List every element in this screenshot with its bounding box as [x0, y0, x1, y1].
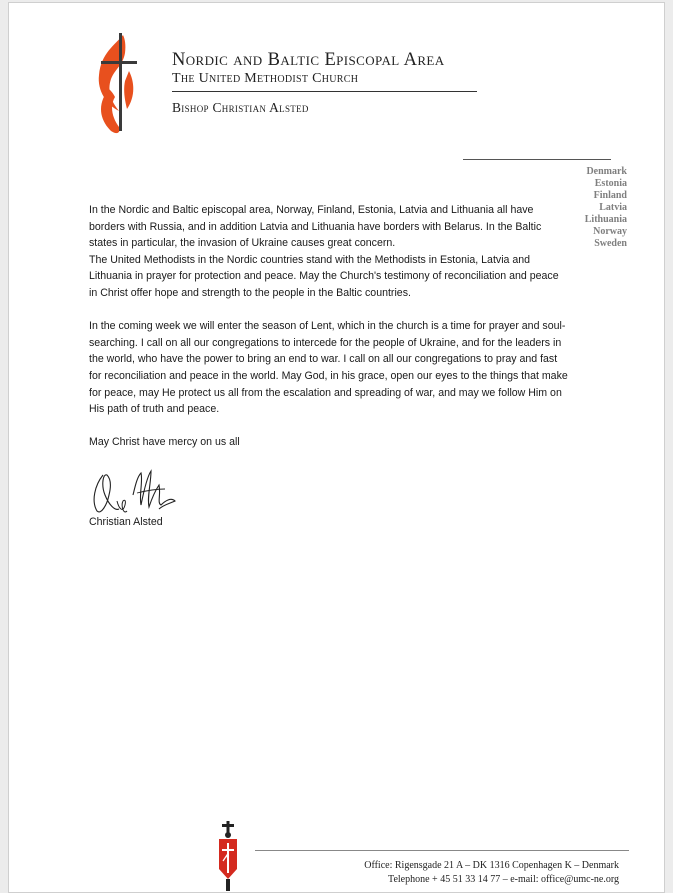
bishop-name: Bishop Christian Alsted: [172, 100, 309, 115]
paragraph-spacer: [89, 418, 569, 435]
country-item: Lithuania: [584, 214, 627, 225]
handwritten-signature: [89, 465, 183, 521]
paragraph-2: In the coming week we will enter the season of Lent, which in the church is a time for prayer and soul-searching. I call on all our congregations to intercede for the people of Ukraine, and for the leaders in the world, who have the power to bring an end to war. I call on all our congregations to pray and fast for reconciliation and peace in the world. May God, in his grace, open our eyes to the things that make for peace, may He protect us all from the escalation and spreading of war, and may we follow Him on His path of truth and peace.: [89, 320, 568, 416]
letter-body: [89, 202, 569, 451]
country-item: Latvia: [599, 202, 627, 213]
country-item: Denmark: [586, 166, 627, 177]
letter-page: [8, 2, 665, 893]
country-item: Estonia: [594, 178, 627, 189]
organization-subtitle: The United Methodist Church: [172, 71, 477, 92]
letterhead: [172, 49, 477, 116]
footer-address: [309, 859, 619, 887]
country-item: Norway: [593, 226, 627, 237]
organization-title: Nordic and Baltic Episcopal Area: [172, 50, 445, 70]
paragraph-spacer: [89, 302, 569, 319]
country-list-rule: [463, 159, 611, 160]
country-item: Sweden: [594, 238, 627, 249]
cross-and-flame-logo: [89, 31, 137, 137]
paragraph-1b: The United Methodists in the Nordic countries stand with the Methodists in Estonia, Latvia and Lithuania in prayer for protection and peace. May the Church's testimony of reconciliation and peace in Christ offer hope and strength to the people in the Baltic countries.: [89, 253, 559, 299]
signer-name: Christian Alsted: [89, 516, 163, 528]
paragraph-1a: In the Nordic and Baltic episcopal area, Norway, Finland, Estonia, Latvia and Lithuania all have borders with Russia, and in addition Latvia and Lithuania have borders with Belarus. In the Baltic states in particular, the invasion of Ukraine causes great concern.: [89, 204, 542, 250]
contact-line: Telephone + 45 51 33 14 77 – e-mail: office@umc-ne.org: [388, 874, 619, 885]
closing-line: May Christ have mercy on us all: [89, 436, 240, 449]
cross-shield-emblem: [216, 821, 240, 891]
footer-rule: [255, 850, 629, 851]
office-address: Office: Rigensgade 21 A – DK 1316 Copenhagen K – Denmark: [364, 860, 619, 871]
country-item: Finland: [593, 190, 627, 201]
